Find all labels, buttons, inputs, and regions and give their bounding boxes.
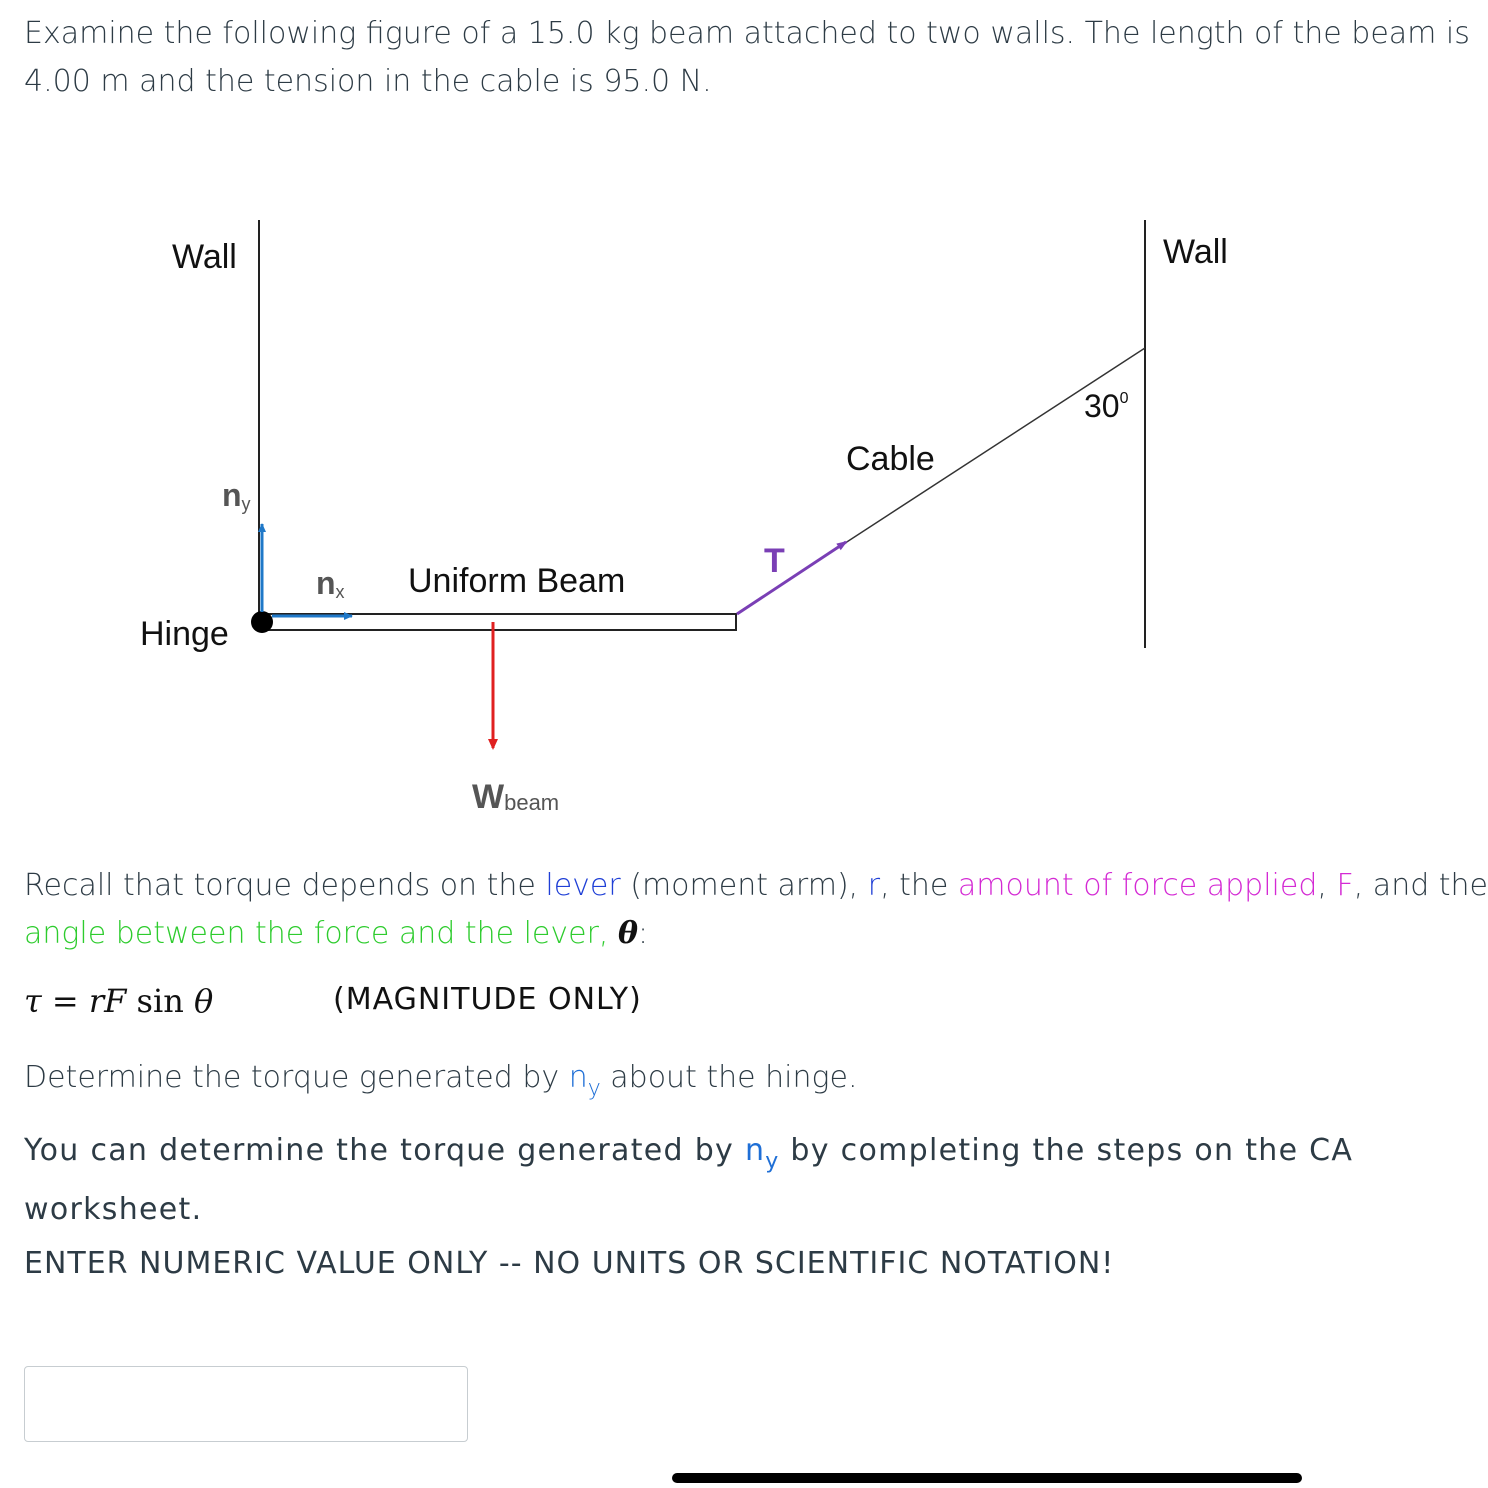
intro-line-1: Examine the following figure of a 15.0 kg beam attached to two walls. The length of the beam is (24, 16, 1470, 51)
torque-formula: τ = rF sin θ (24, 982, 214, 1020)
recall-text: , the (880, 868, 958, 903)
recall-text: Recall that torque depends on the (24, 868, 546, 903)
beam-label: Uniform Beam (408, 562, 626, 600)
beam-figure (0, 190, 1399, 840)
worksheet-text: You can determine the torque generated by $n_y$ by completing the steps on the CA worksheet. (24, 1133, 1354, 1227)
nx-label: nx (316, 565, 345, 602)
question-text: Determine the torque generated by $n_y$ about the hinge. (24, 1060, 858, 1101)
answer-input[interactable] (24, 1366, 468, 1442)
recall-line-2 (24, 910, 648, 958)
recall-line-1 (24, 862, 1488, 910)
intro-line-2: 4.00 m and the tension in the cable is 95.0 N. (24, 64, 712, 99)
weight-label: Wbeam (472, 778, 560, 816)
r-term: r (867, 868, 881, 903)
force-term: amount of force applied (957, 868, 1318, 903)
f-term: F (1336, 868, 1354, 903)
angle-label: $30^0$ (1084, 388, 1129, 424)
home-indicator[interactable] (672, 1473, 1302, 1483)
angle-term: angle between the force and the lever, (24, 916, 618, 951)
magnitude-note: (MAGNITUDE ONLY) (333, 982, 642, 1017)
theta-symbol: θ (618, 916, 639, 951)
tension-arrow (737, 542, 846, 614)
recall-text: (moment arm), (620, 868, 868, 903)
lever-term: lever (545, 868, 621, 903)
left-wall-label: Wall (172, 238, 237, 276)
hinge-pin (251, 611, 273, 633)
hinge-label: Hinge (140, 615, 229, 653)
recall-text: , (1317, 868, 1337, 903)
instruction-text: ENTER NUMERIC VALUE ONLY -- NO UNITS OR SCIENTIFIC NOTATION! (24, 1246, 1115, 1281)
recall-text: , and the (1353, 868, 1488, 903)
ny-label: ny (222, 477, 251, 514)
tension-label: T (764, 542, 785, 580)
recall-colon: : (638, 916, 649, 951)
cable-label: Cable (846, 440, 935, 478)
right-wall-label: Wall (1163, 233, 1228, 271)
